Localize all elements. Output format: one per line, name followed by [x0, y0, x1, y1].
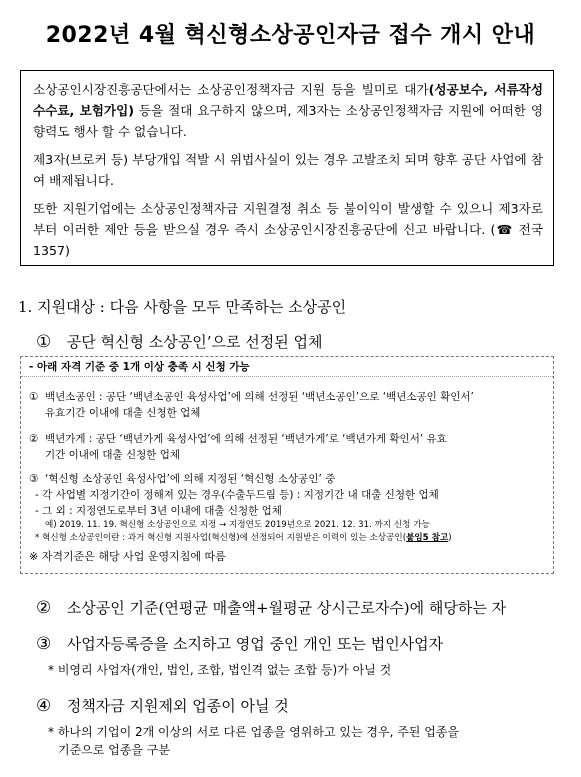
notice-text: 등을 절대 요구하지 않으며, 제3자는 소상공인정책자금 지원에 어떠한 영향력도 행사 할 수 없습니다. [33, 103, 543, 139]
item-text: 사업자등록증을 소지하고 영업 중인 개인 또는 법인사업자 [66, 635, 444, 653]
criterion-footnote [29, 532, 549, 545]
criterion-subitem: - 그 외 : 지정연도로부터 3년 이내에 대출 신청한 업체 [35, 505, 282, 517]
criterion-1 [29, 389, 549, 421]
criteria-footnote: ※ 자격기준은 해당 사업 운영지침에 따름 [29, 550, 226, 563]
note-line: 기준으로 업종을 구분 [58, 743, 170, 757]
note-line: * 하나의 기업이 2개 이상의 서로 다른 업종을 영위하고 있는 경우, 주된 업종을 [48, 725, 459, 739]
criterion-subitem: - 각 사업별 지정기간이 정해져 있는 경우(수출두드림 등) : 지정기간 내 대출 신청한 업체 [35, 489, 439, 501]
item-number: ④ [36, 696, 52, 716]
footnote-text: * 혁신형 소상공인이란 : 과거 혁신형 지원사업(혁신형)에 선정되어 지원받은 이력이 있는 소상공인( [35, 533, 407, 543]
item-text: 공단 혁신형 소상공인’으로 선정된 업체 [66, 333, 323, 351]
eligibility-item-4 [36, 695, 289, 716]
criterion-2 [29, 431, 549, 463]
criterion-text: 유효기간 이내에 대출 신청한 업체 [45, 407, 201, 419]
item-4-note [48, 723, 548, 759]
warning-notice-box [20, 70, 554, 266]
criteria-box [20, 356, 554, 574]
notice-paragraph-2: 제3자(브로커 등) 부당개입 적발 시 위법사실이 있는 경우 고발조치 되며 향후 공단 사업에 참여 배제됩니다. [33, 152, 543, 188]
item-number: ① [36, 332, 52, 352]
criterion-3 [29, 471, 549, 545]
criterion-text: 백년가게 : 공단 ‘백년가게 육성사업’에 의해 선정된 ‘백년가게’로 ‘백년가게 확인서’ 유효 [45, 433, 447, 445]
criterion-number: ③ [29, 473, 39, 485]
annex-reference: 붙임5 참고 [406, 533, 449, 543]
eligibility-item-3 [36, 633, 443, 654]
page-title: 2022년 4월 혁신형소상공인자금 접수 개시 안내 [45, 23, 536, 48]
criterion-text: 백년소공인 : 공단 ‘백년소공인 육성사업’에 의해 선정된 ‘백년소공인’으로 ‘백년소공인 확인서’ [45, 391, 474, 403]
section-heading-eligibility: 1. 지원대상 : 다음 사항을 모두 만족하는 소상공인 [18, 298, 347, 316]
notice-bold-text: (성공보수, 서류작성 수수료, 보험가입) [33, 82, 544, 118]
criterion-number: ① [29, 391, 39, 403]
footnote-text: ) [448, 533, 452, 543]
criterion-number: ② [29, 433, 39, 445]
notice-paragraph-1 [33, 79, 543, 142]
eligibility-item-2 [36, 597, 506, 618]
notice-text: 소상공인시장진흥공단에서는 소상공인정책자금 지원 등을 빌미로 대가 [33, 82, 429, 97]
criterion-example: 예) 2019. 11. 19. 혁신형 소상공인으로 지정 → 지정연도 2019년으로 2021. 12. 31. 까지 신청 가능 [45, 520, 430, 530]
eligibility-item-1 [36, 331, 322, 352]
criterion-text: ‘혁신형 소상공인 육성사업’에 의해 지정된 ‘혁신형 소상공인’ 중 [45, 473, 336, 485]
criterion-text: 기간 이내에 대출 신청한 업체 [45, 449, 181, 461]
notice-paragraph-3: 또한 지원기업에는 소상공인정책자금 지원결정 취소 등 불이익이 발생할 수 있으니 제3자로부터 이러한 제안 등을 받으실 경우 즉시 소상공인시장진흥공단에 신고 바랍니다. (☎ 전국 1357) [33, 201, 543, 258]
item-number: ② [36, 598, 52, 618]
item-number: ③ [36, 634, 52, 654]
item-text: 소상공인 기준(연평균 매출액+월평균 상시근로자수)에 해당하는 자 [66, 599, 507, 617]
criteria-header: - 아래 자격 기준 중 1개 이상 충족 시 신청 가능 [21, 357, 553, 377]
item-3-note: * 비영리 사업자(개인, 법인, 조합, 법인격 없는 조합 등)가 아닐 것 [48, 663, 392, 677]
item-text: 정책자금 지원제외 업종이 아닐 것 [66, 697, 289, 715]
